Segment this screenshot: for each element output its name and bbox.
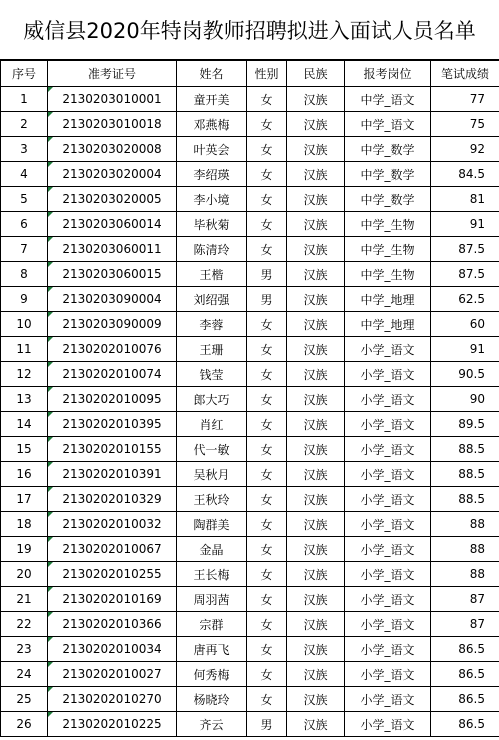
- cell-position[interactable]: 小学_语文: [345, 437, 431, 462]
- cell-ethnicity[interactable]: 汉族: [287, 312, 345, 337]
- cell-gender[interactable]: 女: [247, 637, 287, 662]
- cell-score[interactable]: 86.5: [431, 712, 499, 737]
- cell-ethnicity[interactable]: 汉族: [287, 512, 345, 537]
- cell-name[interactable]: 齐云: [177, 712, 247, 737]
- cell-gender[interactable]: 女: [247, 162, 287, 187]
- table-row: [1, 462, 499, 487]
- cell-ethnicity[interactable]: 汉族: [287, 612, 345, 637]
- cell-name[interactable]: 何秀梅: [177, 662, 247, 687]
- cell-seq[interactable]: 18: [1, 512, 48, 537]
- cell-ethnicity[interactable]: 汉族: [287, 462, 345, 487]
- cell-gender[interactable]: 女: [247, 187, 287, 212]
- candidate-table: [0, 60, 499, 737]
- cell-gender[interactable]: 女: [247, 587, 287, 612]
- table-row: [1, 487, 499, 512]
- cell-score[interactable]: 87: [431, 612, 499, 637]
- cell-exam-id[interactable]: 2130202010034: [48, 637, 177, 662]
- cell-score[interactable]: 88: [431, 537, 499, 562]
- table-row: [1, 137, 499, 162]
- header-gender[interactable]: 性别: [247, 61, 287, 87]
- cell-exam-id[interactable]: 2130203090004: [48, 287, 177, 312]
- cell-ethnicity[interactable]: 汉族: [287, 687, 345, 712]
- cell-ethnicity[interactable]: 汉族: [287, 362, 345, 387]
- cell-exam-id[interactable]: 2130203060015: [48, 262, 177, 287]
- table-row: [1, 312, 499, 337]
- cell-seq[interactable]: 15: [1, 437, 48, 462]
- table-row: [1, 87, 499, 112]
- cell-score[interactable]: 84.5: [431, 162, 499, 187]
- cell-gender[interactable]: 男: [247, 287, 287, 312]
- cell-seq[interactable]: 12: [1, 362, 48, 387]
- cell-position[interactable]: 小学_语文: [345, 512, 431, 537]
- cell-name[interactable]: 邓燕梅: [177, 112, 247, 137]
- cell-name[interactable]: 李绍瑛: [177, 162, 247, 187]
- cell-exam-id[interactable]: 2130203020004: [48, 162, 177, 187]
- cell-score[interactable]: 89.5: [431, 412, 499, 437]
- cell-score[interactable]: 87.5: [431, 262, 499, 287]
- cell-gender[interactable]: 女: [247, 337, 287, 362]
- cell-seq[interactable]: 2: [1, 112, 48, 137]
- cell-gender[interactable]: 女: [247, 487, 287, 512]
- cell-ethnicity[interactable]: 汉族: [287, 287, 345, 312]
- table-row: [1, 637, 499, 662]
- cell-name[interactable]: 李小境: [177, 187, 247, 212]
- cell-gender[interactable]: 女: [247, 87, 287, 112]
- cell-name[interactable]: 吴秋月: [177, 462, 247, 487]
- cell-name[interactable]: 叶英会: [177, 137, 247, 162]
- cell-score[interactable]: 88: [431, 512, 499, 537]
- cell-gender[interactable]: 女: [247, 112, 287, 137]
- cell-gender[interactable]: 女: [247, 687, 287, 712]
- cell-score[interactable]: 81: [431, 187, 499, 212]
- cell-name[interactable]: 陈清玲: [177, 237, 247, 262]
- cell-name[interactable]: 刘绍强: [177, 287, 247, 312]
- cell-exam-id[interactable]: 2130202010095: [48, 387, 177, 412]
- cell-seq[interactable]: 10: [1, 312, 48, 337]
- cell-gender[interactable]: 女: [247, 387, 287, 412]
- cell-name[interactable]: 李蓉: [177, 312, 247, 337]
- cell-seq[interactable]: 26: [1, 712, 48, 737]
- cell-exam-id[interactable]: 2130202010366: [48, 612, 177, 637]
- cell-exam-id[interactable]: 2130202010032: [48, 512, 177, 537]
- cell-name[interactable]: 肖红: [177, 412, 247, 437]
- cell-seq[interactable]: 6: [1, 212, 48, 237]
- cell-position[interactable]: 中学_数学: [345, 187, 431, 212]
- cell-seq[interactable]: 5: [1, 187, 48, 212]
- cell-position[interactable]: 小学_语文: [345, 662, 431, 687]
- cell-position[interactable]: 中学_数学: [345, 162, 431, 187]
- cell-gender[interactable]: 女: [247, 437, 287, 462]
- table-row: [1, 612, 499, 637]
- cell-position[interactable]: 小学_语文: [345, 362, 431, 387]
- header-name[interactable]: 姓名: [177, 61, 247, 87]
- cell-gender[interactable]: 女: [247, 537, 287, 562]
- cell-position[interactable]: 小学_语文: [345, 562, 431, 587]
- cell-ethnicity[interactable]: 汉族: [287, 337, 345, 362]
- cell-position[interactable]: 小学_语文: [345, 537, 431, 562]
- table-row: [1, 412, 499, 437]
- cell-seq[interactable]: 9: [1, 287, 48, 312]
- table-row: [1, 337, 499, 362]
- cell-name[interactable]: 毕秋菊: [177, 212, 247, 237]
- cell-score[interactable]: 90: [431, 387, 499, 412]
- cell-gender[interactable]: 女: [247, 237, 287, 262]
- cell-exam-id[interactable]: 2130202010074: [48, 362, 177, 387]
- cell-score[interactable]: 86.5: [431, 687, 499, 712]
- cell-name[interactable]: 代一敏: [177, 437, 247, 462]
- table-row: [1, 162, 499, 187]
- cell-score[interactable]: 88: [431, 562, 499, 587]
- cell-seq[interactable]: 14: [1, 412, 48, 437]
- cell-name[interactable]: 钱莹: [177, 362, 247, 387]
- cell-score[interactable]: 91: [431, 212, 499, 237]
- cell-ethnicity[interactable]: 汉族: [287, 662, 345, 687]
- table-row: [1, 187, 499, 212]
- cell-score[interactable]: 86.5: [431, 637, 499, 662]
- table-row: [1, 687, 499, 712]
- cell-ethnicity[interactable]: 汉族: [287, 262, 345, 287]
- cell-score[interactable]: 92: [431, 137, 499, 162]
- cell-exam-id[interactable]: 2130202010155: [48, 437, 177, 462]
- cell-score[interactable]: 62.5: [431, 287, 499, 312]
- cell-position[interactable]: 小学_语文: [345, 712, 431, 737]
- header-score[interactable]: 笔试成绩: [431, 61, 499, 87]
- cell-name[interactable]: 陶群美: [177, 512, 247, 537]
- cell-exam-id[interactable]: 2130203060011: [48, 237, 177, 262]
- cell-name[interactable]: 王珊: [177, 337, 247, 362]
- cell-exam-id[interactable]: 2130203090009: [48, 312, 177, 337]
- cell-seq[interactable]: 23: [1, 637, 48, 662]
- cell-seq[interactable]: 17: [1, 487, 48, 512]
- table-row: [1, 237, 499, 262]
- cell-ethnicity[interactable]: 汉族: [287, 387, 345, 412]
- cell-exam-id[interactable]: 2130203020008: [48, 137, 177, 162]
- cell-exam-id[interactable]: 2130202010027: [48, 662, 177, 687]
- cell-seq[interactable]: 11: [1, 337, 48, 362]
- cell-score[interactable]: 88.5: [431, 487, 499, 512]
- cell-name[interactable]: 唐再飞: [177, 637, 247, 662]
- table-row: [1, 437, 499, 462]
- header-exam-id[interactable]: 准考证号: [48, 61, 177, 87]
- table-row: [1, 362, 499, 387]
- cell-seq[interactable]: 24: [1, 662, 48, 687]
- cell-exam-id[interactable]: 2130202010270: [48, 687, 177, 712]
- cell-seq[interactable]: 7: [1, 237, 48, 262]
- cell-score[interactable]: 90.5: [431, 362, 499, 387]
- cell-gender[interactable]: 男: [247, 712, 287, 737]
- table-row: [1, 387, 499, 412]
- cell-name[interactable]: 王楷: [177, 262, 247, 287]
- cell-gender[interactable]: 女: [247, 137, 287, 162]
- cell-score[interactable]: 86.5: [431, 662, 499, 687]
- table-row: [1, 587, 499, 612]
- cell-exam-id[interactable]: 2130202010067: [48, 537, 177, 562]
- cell-position[interactable]: 中学_地理: [345, 287, 431, 312]
- cell-ethnicity[interactable]: 汉族: [287, 162, 345, 187]
- cell-gender[interactable]: 女: [247, 412, 287, 437]
- table-row: [1, 212, 499, 237]
- cell-gender[interactable]: 女: [247, 312, 287, 337]
- header-ethnicity[interactable]: 民族: [287, 61, 345, 87]
- cell-score[interactable]: 75: [431, 112, 499, 137]
- cell-score[interactable]: 87: [431, 587, 499, 612]
- cell-exam-id[interactable]: 2130202010225: [48, 712, 177, 737]
- cell-position[interactable]: 小学_语文: [345, 387, 431, 412]
- table-row: [1, 112, 499, 137]
- cell-position[interactable]: 小学_语文: [345, 612, 431, 637]
- header-seq[interactable]: 序号: [1, 61, 48, 87]
- cell-seq[interactable]: 8: [1, 262, 48, 287]
- cell-name[interactable]: 王秋玲: [177, 487, 247, 512]
- cell-ethnicity[interactable]: 汉族: [287, 562, 345, 587]
- cell-seq[interactable]: 20: [1, 562, 48, 587]
- cell-seq[interactable]: 25: [1, 687, 48, 712]
- header-position[interactable]: 报考岗位: [345, 61, 431, 87]
- cell-position[interactable]: 中学_数学: [345, 137, 431, 162]
- table-row: [1, 562, 499, 587]
- cell-ethnicity[interactable]: 汉族: [287, 137, 345, 162]
- cell-name[interactable]: 周羽茜: [177, 587, 247, 612]
- cell-score[interactable]: 88.5: [431, 462, 499, 487]
- cell-name[interactable]: 童开美: [177, 87, 247, 112]
- cell-position[interactable]: 小学_语文: [345, 687, 431, 712]
- cell-ethnicity[interactable]: 汉族: [287, 112, 345, 137]
- cell-exam-id[interactable]: 2130203020005: [48, 187, 177, 212]
- table-row: [1, 537, 499, 562]
- cell-ethnicity[interactable]: 汉族: [287, 637, 345, 662]
- cell-seq[interactable]: 4: [1, 162, 48, 187]
- cell-gender[interactable]: 男: [247, 262, 287, 287]
- cell-name[interactable]: 宗群: [177, 612, 247, 637]
- cell-name[interactable]: 杨晓玲: [177, 687, 247, 712]
- cell-score[interactable]: 77: [431, 87, 499, 112]
- cell-score[interactable]: 87.5: [431, 237, 499, 262]
- cell-ethnicity[interactable]: 汉族: [287, 87, 345, 112]
- cell-exam-id[interactable]: 2130202010255: [48, 562, 177, 587]
- cell-name[interactable]: 郎大巧: [177, 387, 247, 412]
- cell-exam-id[interactable]: 2130202010076: [48, 337, 177, 362]
- cell-seq[interactable]: 21: [1, 587, 48, 612]
- cell-ethnicity[interactable]: 汉族: [287, 412, 345, 437]
- cell-position[interactable]: 中学_语文: [345, 87, 431, 112]
- cell-gender[interactable]: 女: [247, 662, 287, 687]
- cell-gender[interactable]: 女: [247, 612, 287, 637]
- cell-position[interactable]: 中学_生物: [345, 237, 431, 262]
- cell-position[interactable]: 中学_语文: [345, 112, 431, 137]
- cell-position[interactable]: 中学_生物: [345, 262, 431, 287]
- cell-ethnicity[interactable]: 汉族: [287, 212, 345, 237]
- table-row: [1, 262, 499, 287]
- table-row: [1, 712, 499, 737]
- cell-position[interactable]: 小学_语文: [345, 337, 431, 362]
- cell-ethnicity[interactable]: 汉族: [287, 437, 345, 462]
- cell-gender[interactable]: 女: [247, 562, 287, 587]
- cell-exam-id[interactable]: 2130202010169: [48, 587, 177, 612]
- cell-score[interactable]: 91: [431, 337, 499, 362]
- cell-gender[interactable]: 女: [247, 212, 287, 237]
- cell-position[interactable]: 小学_语文: [345, 637, 431, 662]
- cell-ethnicity[interactable]: 汉族: [287, 187, 345, 212]
- cell-exam-id[interactable]: 2130202010329: [48, 487, 177, 512]
- cell-score[interactable]: 88.5: [431, 437, 499, 462]
- cell-position[interactable]: 中学_地理: [345, 312, 431, 337]
- cell-gender[interactable]: 女: [247, 362, 287, 387]
- cell-name[interactable]: 金晶: [177, 537, 247, 562]
- cell-gender[interactable]: 女: [247, 462, 287, 487]
- cell-seq[interactable]: 3: [1, 137, 48, 162]
- cell-exam-id[interactable]: 2130202010395: [48, 412, 177, 437]
- cell-ethnicity[interactable]: 汉族: [287, 237, 345, 262]
- page-title: 威信县2020年特岗教师招聘拟进入面试人员名单: [0, 0, 499, 60]
- cell-position[interactable]: 小学_语文: [345, 462, 431, 487]
- table-row: [1, 662, 499, 687]
- cell-ethnicity[interactable]: 汉族: [287, 537, 345, 562]
- cell-position[interactable]: 小学_语文: [345, 587, 431, 612]
- cell-name[interactable]: 王长梅: [177, 562, 247, 587]
- cell-score[interactable]: 60: [431, 312, 499, 337]
- cell-ethnicity[interactable]: 汉族: [287, 712, 345, 737]
- cell-ethnicity[interactable]: 汉族: [287, 487, 345, 512]
- cell-exam-id[interactable]: 2130202010391: [48, 462, 177, 487]
- cell-seq[interactable]: 13: [1, 387, 48, 412]
- cell-gender[interactable]: 女: [247, 512, 287, 537]
- table-row: [1, 512, 499, 537]
- cell-seq[interactable]: 19: [1, 537, 48, 562]
- cell-exam-id[interactable]: 2130203060014: [48, 212, 177, 237]
- cell-seq[interactable]: 16: [1, 462, 48, 487]
- table-row: [1, 287, 499, 312]
- cell-position[interactable]: 中学_生物: [345, 212, 431, 237]
- cell-exam-id[interactable]: 2130203010018: [48, 112, 177, 137]
- header-row: [1, 61, 499, 87]
- cell-position[interactable]: 小学_语文: [345, 412, 431, 437]
- cell-position[interactable]: 小学_语文: [345, 487, 431, 512]
- cell-exam-id[interactable]: 2130203010001: [48, 87, 177, 112]
- cell-seq[interactable]: 22: [1, 612, 48, 637]
- cell-ethnicity[interactable]: 汉族: [287, 587, 345, 612]
- cell-seq[interactable]: 1: [1, 87, 48, 112]
